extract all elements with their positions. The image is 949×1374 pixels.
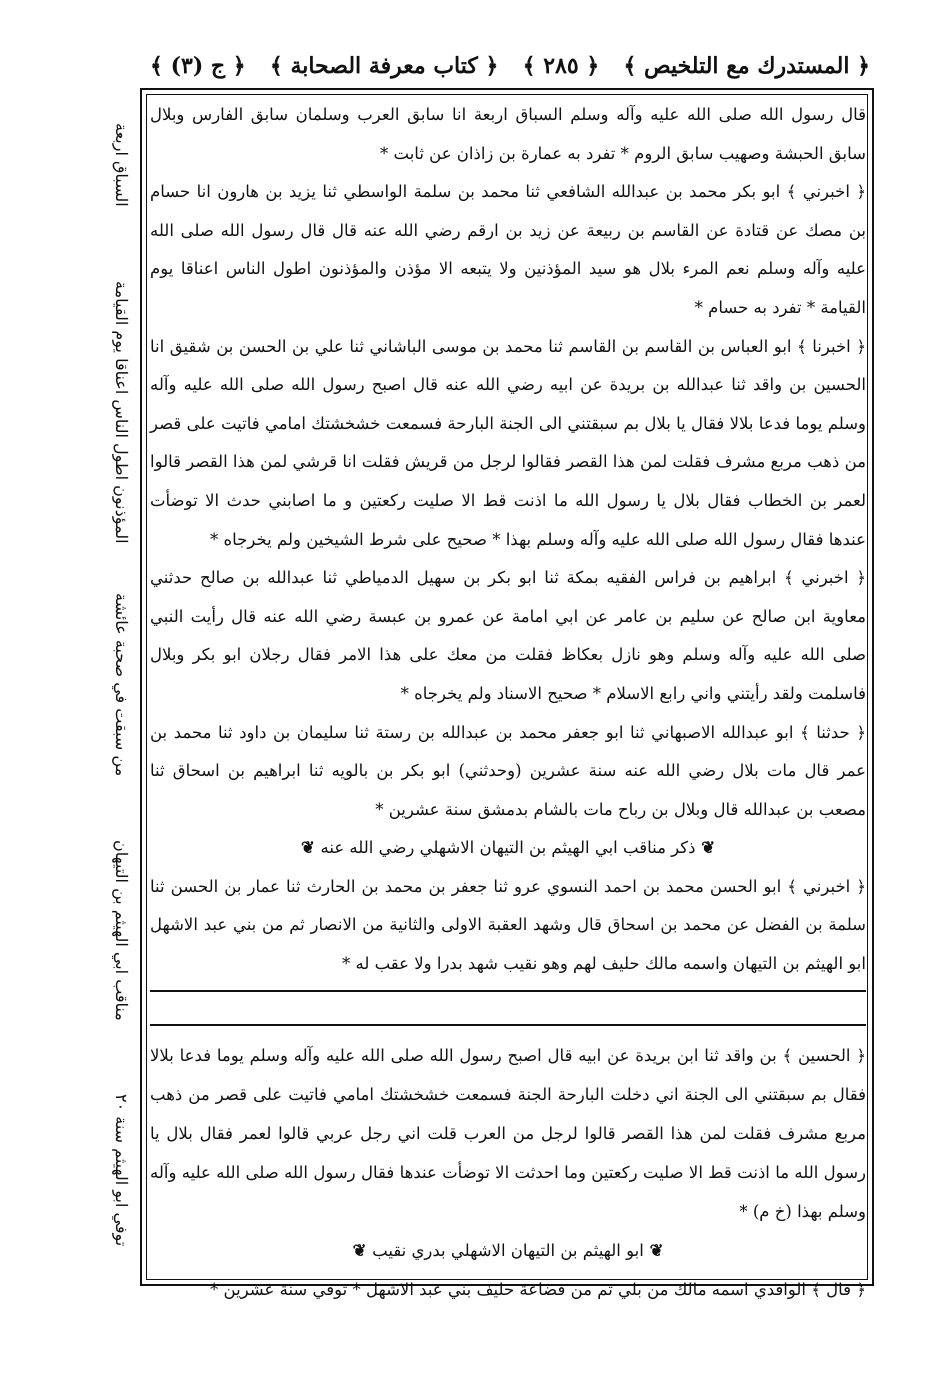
page-number: ﴿ ٢٨٥ ﴾ [522, 53, 600, 79]
hadith-paragraph: ﴿ اخبرني ﴾ ابراهيم بن فراس الفقيه بمكة ثنا ابو بكر بن سهيل الدمياطي ثنا عبدالله بن صالح حدثني معاوية ابن صالح عن سليم بن عامر عن ابي امامة عن عمرو بن عبسة رضي الله عنه قال رأيت النبي صلى الله عليه وآله وسلم وهو نازل بعكاظ فقلت من معك على هذا الامر فقال رجلان ابو بكر وبلال فاسلمت ولقد رأيتني واني رابع الاسلام * صحيح الاسناد ولم يخرجاه * [150, 568, 866, 703]
summary-paragraph: ﴿ قال ﴾ الواقدي اسمه مالك من بلي ثم من قضاعة حليف بني عبد الاشهل * توفي سنة عشرين * [210, 1280, 866, 1299]
ornament-icon: ❦ [643, 1241, 664, 1260]
margin-note: السباق اربعة [112, 123, 131, 207]
margin-note: من سبقت في صحبة عائشة [112, 593, 131, 777]
hadith-paragraph: قال رسول الله صلى الله عليه وآله وسلم السباق اربعة انا سابق العرب وسلمان سابق الفارس وبلال سابق الحبشة وصهيب سابق الروم * تفرد به عمارة بن زاذان عن ثابت * [150, 105, 866, 163]
hadith-paragraph: ﴿ حدثنا ﴾ ابو عبدالله الاصبهاني ثنا ابو جعفر محمد بن عبدالله بن رستة ثنا سليمان بن داود ثنا محمد بن عمر قال مات بلال رضي الله عنه سنة عشرين (وحدثني) ابو بكر بن بالويه ثنا ابراهيم بن اسحاق ثنا مصعب بن عبدالله قال وبلال بن رباح مات بالشام بدمشق سنة عشرين * [150, 722, 866, 819]
margin-note: توفي ابو الهيثم سنة ٢٠ [112, 1093, 131, 1247]
hadith-paragraph: ﴿ اخبرني ﴾ ابو بكر محمد بن عبدالله الشافعي ثنا محمد بن سلمة الواسطي ثنا يزيد بن هارون انا حسام بن مصك عن قتادة عن القاسم بن ربيعة عن زيد بن ارقم رضي الله عنه قال قال رسول الله صلى الله عليه وآله وسلم نعم المرء بلال هو سيد المؤذنين ولا يتبعه الا مؤذن والمؤذنون اطول الناس اعناقا يوم القيامة * تفرد به حسام * [150, 182, 866, 317]
book-title: ﴿ المستدرك مع التلخيص ﴾ [623, 53, 870, 79]
margin-note: المؤذنون اطول الناس اعناقا يوم القيامة [112, 280, 131, 544]
margin-note: مناقب ابي الهيثم بن التيهان [112, 839, 131, 1021]
hadith-paragraph: ﴿ اخبرنا ﴾ ابو العباس بن القاسم بن القاسم ثنا محمد بن موسى الباشاني ثنا علي بن الحسن بن شقيق انا الحسين بن واقد ثنا عبدالله بن بريدة عن ابيه رضي الله عنه قال اصبح رسول الله صلى الله عليه وآله وسلم يوما فدعا بلالا فقال يا بلال بم سبقتني الى الجنة البارحة فسمعت خشخشتك امامي فاتيت على قصر من ذهب مربع مشرف فقلت لمن هذا القصر فقالوا لرجل من قريش فقلت انا قرشي لمن هذا القصر قالوا لعمر بن الخطاب فقال بلال يا رسول الله ما اذنت قط الا صليت ركعتين و ما اصابني حدث الا توضأت عندها فقال رسول الله صلى الله عليه وآله وسلم بهذا * صحيح على شرط الشيخين ولم يخرجاه * [150, 336, 866, 549]
chapter-heading: ﴿ كتاب معرفة الصحابة ﴾ [269, 53, 499, 79]
section-title: ❦ ذكر مناقب ابي الهيثم بن التيهان الاشهلي رضي الله عنه ❦ [300, 838, 716, 858]
footnote-divider [150, 1024, 866, 1026]
hadith-paragraph: ﴿ اخبرني ﴾ ابو الحسن محمد بن احمد النسوي عرو ثنا جعفر بن محمد بن الحارث ثنا عمار بن الحسن ثنا سلمة بن الفضل عن محمد بن اسحاق قال وشهد العقبة الاولى والثانية من الانصار ثم من بني عبد الاشهل ابو الهيثم بن التيهان واسمه مالك حليف لهم وهو نقيب شهد بدرا ولا عقب له * [150, 876, 866, 974]
summary-section-title: ❦ ابو الهيثم بن التيهان الاشهلي بدري نقيب ❦ [352, 1241, 664, 1260]
main-text [150, 96, 866, 976]
page-header [150, 44, 870, 88]
ornament-icon: ❦ [695, 838, 716, 858]
ornament-icon: ❦ [352, 1241, 373, 1260]
summary-text [150, 1036, 866, 1299]
summary-paragraph: ﴿ الحسين ﴾ بن واقد ثنا ابن بريدة عن ابيه قال اصبح رسول الله صلى الله عليه وآله وسلم يوما فدعا بلالا فقال بم سبقتني الى الجنة اني دخلت البارحة الجنة فسمعت خشخشتك امامي فاتيت على قصر من ذهب مربع مشرف فقلت لمن هذا القصر قالوا لرجل من العرب قلت اني رجل عربي قالوا لعمر فقال بلال يا رسول الله ما اذنت قط الا صليت ركعتين وما احدثت الا توضأت عندها فقال رسول الله صلى الله عليه وآله وسلم بهذا (خ م) * [150, 1046, 866, 1221]
footnote-divider [150, 990, 866, 992]
volume-number: ﴿ ج (٣) ﴾ [150, 53, 246, 79]
ornament-icon: ❦ [300, 838, 321, 858]
